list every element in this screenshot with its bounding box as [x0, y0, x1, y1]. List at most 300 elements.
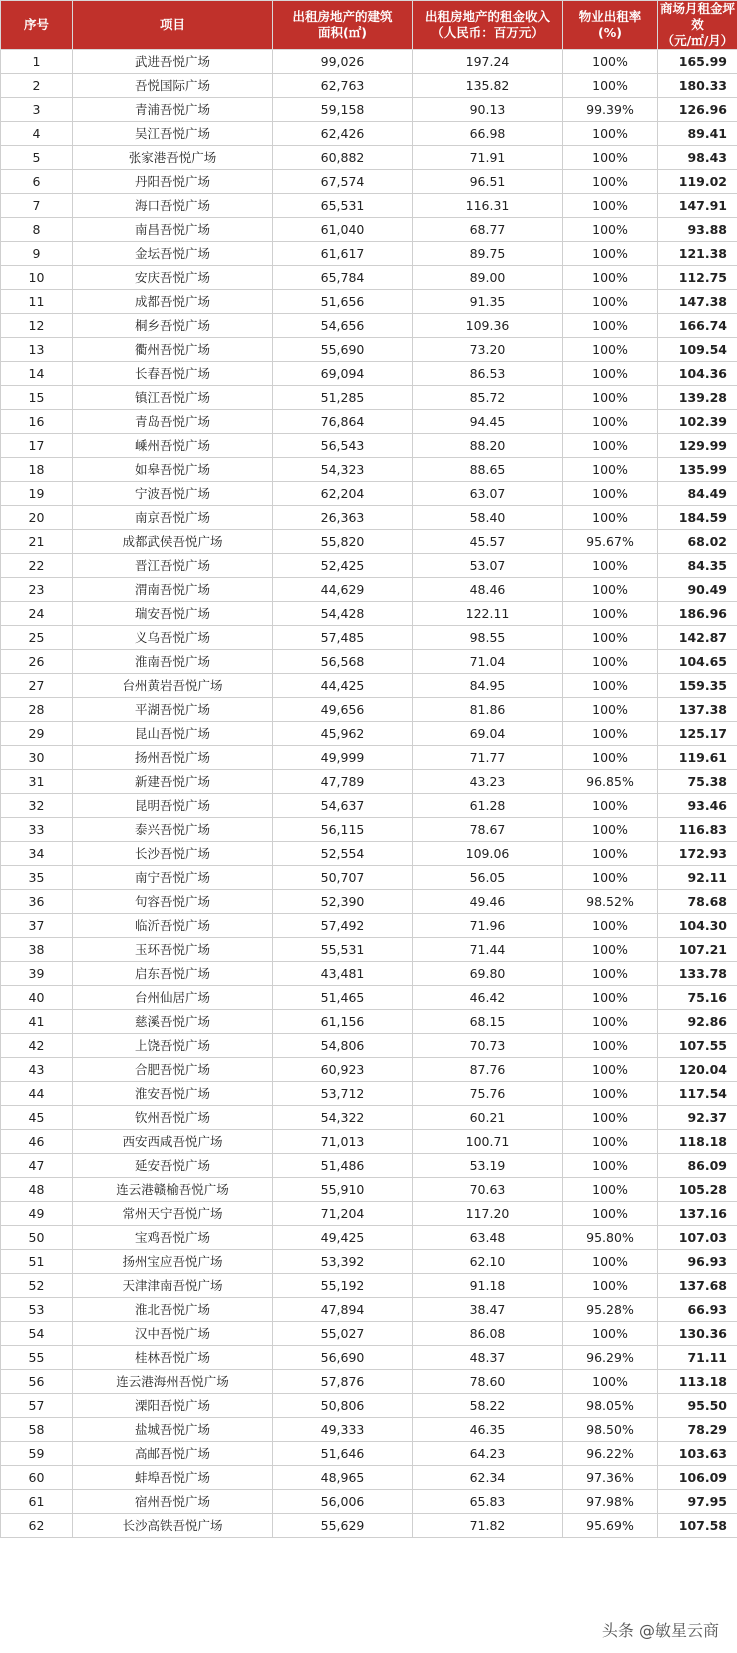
cell-income: 43.23: [413, 770, 563, 794]
cell-area: 55,690: [273, 338, 413, 362]
cell-income: 94.45: [413, 410, 563, 434]
cell-area: 49,656: [273, 698, 413, 722]
cell-rent: 84.35: [658, 554, 737, 578]
cell-income: 135.82: [413, 74, 563, 98]
cell-project: 张家港吾悦广场: [73, 146, 273, 170]
table-row: [1, 74, 737, 98]
cell-index: 30: [1, 746, 73, 770]
cell-occupancy: 100%: [563, 362, 658, 386]
cell-project: 钦州吾悦广场: [73, 1106, 273, 1130]
cell-index: 15: [1, 386, 73, 410]
cell-rent: 116.83: [658, 818, 737, 842]
cell-index: 6: [1, 170, 73, 194]
table-row: [1, 194, 737, 218]
cell-project: 宁波吾悦广场: [73, 482, 273, 506]
cell-income: 71.96: [413, 914, 563, 938]
cell-income: 48.37: [413, 1346, 563, 1370]
cell-project: 衢州吾悦广场: [73, 338, 273, 362]
cell-project: 吴江吾悦广场: [73, 122, 273, 146]
cell-income: 78.67: [413, 818, 563, 842]
cell-occupancy: 100%: [563, 1106, 658, 1130]
cell-rent: 113.18: [658, 1370, 737, 1394]
cell-project: 宝鸡吾悦广场: [73, 1226, 273, 1250]
cell-rent: 93.88: [658, 218, 737, 242]
cell-area: 99,026: [273, 50, 413, 74]
cell-area: 56,006: [273, 1490, 413, 1514]
cell-project: 成都吾悦广场: [73, 290, 273, 314]
cell-project: 连云港海州吾悦广场: [73, 1370, 273, 1394]
cell-index: 62: [1, 1514, 73, 1538]
cell-area: 54,428: [273, 602, 413, 626]
cell-occupancy: 98.05%: [563, 1394, 658, 1418]
header-occupancy-line1: 物业出租率: [578, 9, 642, 24]
cell-index: 49: [1, 1202, 73, 1226]
cell-area: 57,876: [273, 1370, 413, 1394]
cell-rent: 112.75: [658, 266, 737, 290]
table-row: [1, 242, 737, 266]
cell-occupancy: 98.50%: [563, 1418, 658, 1442]
cell-index: 11: [1, 290, 73, 314]
cell-area: 51,656: [273, 290, 413, 314]
cell-project: 盐城吾悦广场: [73, 1418, 273, 1442]
cell-rent: 125.17: [658, 722, 737, 746]
table-row: [1, 602, 737, 626]
cell-rent: 107.55: [658, 1034, 737, 1058]
cell-area: 55,027: [273, 1322, 413, 1346]
cell-income: 71.77: [413, 746, 563, 770]
cell-project: 桂林吾悦广场: [73, 1346, 273, 1370]
cell-rent: 92.37: [658, 1106, 737, 1130]
table-row: [1, 914, 737, 938]
cell-project: 如皋吾悦广场: [73, 458, 273, 482]
cell-index: 19: [1, 482, 73, 506]
table-row: [1, 1130, 737, 1154]
cell-occupancy: 100%: [563, 938, 658, 962]
cell-area: 49,333: [273, 1418, 413, 1442]
cell-rent: 121.38: [658, 242, 737, 266]
cell-area: 53,712: [273, 1082, 413, 1106]
table-row: [1, 386, 737, 410]
cell-index: 48: [1, 1178, 73, 1202]
cell-income: 98.55: [413, 626, 563, 650]
cell-index: 38: [1, 938, 73, 962]
cell-project: 延安吾悦广场: [73, 1154, 273, 1178]
cell-project: 长沙高铁吾悦广场: [73, 1514, 273, 1538]
header-area: [273, 1, 413, 50]
table-row: [1, 1178, 737, 1202]
cell-income: 71.04: [413, 650, 563, 674]
cell-occupancy: 100%: [563, 578, 658, 602]
cell-area: 57,492: [273, 914, 413, 938]
cell-project: 嵊州吾悦广场: [73, 434, 273, 458]
table-row: [1, 338, 737, 362]
cell-project: 台州黄岩吾悦广场: [73, 674, 273, 698]
cell-index: 23: [1, 578, 73, 602]
table-row: [1, 434, 737, 458]
cell-occupancy: 100%: [563, 218, 658, 242]
cell-index: 27: [1, 674, 73, 698]
cell-area: 57,485: [273, 626, 413, 650]
cell-income: 66.98: [413, 122, 563, 146]
cell-project: 扬州吾悦广场: [73, 746, 273, 770]
cell-project: 汉中吾悦广场: [73, 1322, 273, 1346]
cell-income: 81.86: [413, 698, 563, 722]
cell-rent: 172.93: [658, 842, 737, 866]
cell-area: 54,323: [273, 458, 413, 482]
cell-occupancy: 100%: [563, 1322, 658, 1346]
cell-index: 18: [1, 458, 73, 482]
header-rent: [658, 1, 737, 50]
cell-index: 22: [1, 554, 73, 578]
cell-index: 57: [1, 1394, 73, 1418]
cell-project: 泰兴吾悦广场: [73, 818, 273, 842]
cell-income: 46.42: [413, 986, 563, 1010]
cell-rent: 180.33: [658, 74, 737, 98]
cell-income: 117.20: [413, 1202, 563, 1226]
cell-area: 54,637: [273, 794, 413, 818]
cell-area: 49,425: [273, 1226, 413, 1250]
table-row: [1, 98, 737, 122]
cell-income: 89.75: [413, 242, 563, 266]
cell-occupancy: 97.36%: [563, 1466, 658, 1490]
cell-rent: 68.02: [658, 530, 737, 554]
header-income-line1: 出租房地产的租金收入: [424, 9, 550, 24]
cell-income: 96.51: [413, 170, 563, 194]
cell-rent: 165.99: [658, 50, 737, 74]
cell-occupancy: 100%: [563, 1154, 658, 1178]
cell-income: 65.83: [413, 1490, 563, 1514]
cell-project: 海口吾悦广场: [73, 194, 273, 218]
cell-project: 上饶吾悦广场: [73, 1034, 273, 1058]
cell-rent: 84.49: [658, 482, 737, 506]
table-row: [1, 266, 737, 290]
cell-project: 平湖吾悦广场: [73, 698, 273, 722]
table-row: [1, 1442, 737, 1466]
cell-rent: 104.30: [658, 914, 737, 938]
cell-income: 73.20: [413, 338, 563, 362]
cell-income: 88.20: [413, 434, 563, 458]
cell-area: 55,531: [273, 938, 413, 962]
cell-income: 86.53: [413, 362, 563, 386]
cell-index: 3: [1, 98, 73, 122]
cell-rent: 133.78: [658, 962, 737, 986]
cell-index: 40: [1, 986, 73, 1010]
cell-index: 54: [1, 1322, 73, 1346]
cell-rent: 104.65: [658, 650, 737, 674]
cell-rent: 147.38: [658, 290, 737, 314]
cell-project: 连云港赣榆吾悦广场: [73, 1178, 273, 1202]
cell-area: 56,568: [273, 650, 413, 674]
cell-index: 34: [1, 842, 73, 866]
cell-occupancy: 100%: [563, 242, 658, 266]
cell-occupancy: 100%: [563, 50, 658, 74]
cell-index: 5: [1, 146, 73, 170]
cell-rent: 147.91: [658, 194, 737, 218]
cell-occupancy: 100%: [563, 458, 658, 482]
header-area-line1: 出租房地产的建筑: [292, 9, 393, 24]
cell-rent: 142.87: [658, 626, 737, 650]
cell-area: 50,806: [273, 1394, 413, 1418]
cell-project: 长沙吾悦广场: [73, 842, 273, 866]
cell-project: 丹阳吾悦广场: [73, 170, 273, 194]
cell-project: 玉环吾悦广场: [73, 938, 273, 962]
cell-income: 84.95: [413, 674, 563, 698]
cell-income: 71.82: [413, 1514, 563, 1538]
cell-area: 62,426: [273, 122, 413, 146]
cell-area: 56,115: [273, 818, 413, 842]
table-header: [1, 1, 737, 50]
cell-income: 70.63: [413, 1178, 563, 1202]
table-row: [1, 170, 737, 194]
header-occupancy-line2: (%): [598, 25, 622, 40]
cell-income: 58.40: [413, 506, 563, 530]
cell-income: 71.44: [413, 938, 563, 962]
table-row: [1, 1034, 737, 1058]
cell-area: 48,965: [273, 1466, 413, 1490]
cell-occupancy: 100%: [563, 338, 658, 362]
cell-area: 69,094: [273, 362, 413, 386]
cell-rent: 159.35: [658, 674, 737, 698]
table-row: [1, 650, 737, 674]
cell-project: 渭南吾悦广场: [73, 578, 273, 602]
cell-occupancy: 98.52%: [563, 890, 658, 914]
cell-occupancy: 100%: [563, 866, 658, 890]
table-row: [1, 1058, 737, 1082]
table-body: [1, 50, 737, 1538]
cell-area: 62,204: [273, 482, 413, 506]
cell-income: 70.73: [413, 1034, 563, 1058]
cell-income: 86.08: [413, 1322, 563, 1346]
cell-income: 48.46: [413, 578, 563, 602]
cell-index: 9: [1, 242, 73, 266]
cell-area: 53,392: [273, 1250, 413, 1274]
cell-index: 7: [1, 194, 73, 218]
cell-area: 54,806: [273, 1034, 413, 1058]
cell-index: 4: [1, 122, 73, 146]
table-row: [1, 770, 737, 794]
cell-occupancy: 95.67%: [563, 530, 658, 554]
cell-occupancy: 100%: [563, 482, 658, 506]
cell-project: 常州天宁吾悦广场: [73, 1202, 273, 1226]
cell-area: 54,322: [273, 1106, 413, 1130]
cell-income: 88.65: [413, 458, 563, 482]
cell-index: 60: [1, 1466, 73, 1490]
table-row: [1, 866, 737, 890]
cell-occupancy: 95.28%: [563, 1298, 658, 1322]
cell-occupancy: 100%: [563, 554, 658, 578]
cell-income: 46.35: [413, 1418, 563, 1442]
watermark: [598, 1616, 723, 1643]
table-row: [1, 1250, 737, 1274]
cell-project: 成都武侯吾悦广场: [73, 530, 273, 554]
cell-index: 36: [1, 890, 73, 914]
cell-rent: 96.93: [658, 1250, 737, 1274]
cell-project: 淮北吾悦广场: [73, 1298, 273, 1322]
cell-income: 69.80: [413, 962, 563, 986]
cell-rent: 107.58: [658, 1514, 737, 1538]
cell-occupancy: 100%: [563, 410, 658, 434]
cell-rent: 126.96: [658, 98, 737, 122]
cell-index: 32: [1, 794, 73, 818]
cell-project: 新建吾悦广场: [73, 770, 273, 794]
cell-rent: 119.61: [658, 746, 737, 770]
table-row: [1, 626, 737, 650]
cell-project: 宿州吾悦广场: [73, 1490, 273, 1514]
cell-income: 71.91: [413, 146, 563, 170]
cell-index: 53: [1, 1298, 73, 1322]
cell-index: 56: [1, 1370, 73, 1394]
cell-occupancy: 100%: [563, 626, 658, 650]
cell-rent: 118.18: [658, 1130, 737, 1154]
cell-occupancy: 100%: [563, 434, 658, 458]
cell-project: 合肥吾悦广场: [73, 1058, 273, 1082]
cell-income: 68.15: [413, 1010, 563, 1034]
cell-rent: 137.16: [658, 1202, 737, 1226]
cell-area: 65,784: [273, 266, 413, 290]
header-income-line2: （人民币：百万元）: [431, 25, 544, 40]
header-occupancy: [563, 1, 658, 50]
cell-rent: 137.68: [658, 1274, 737, 1298]
cell-occupancy: 100%: [563, 722, 658, 746]
cell-area: 51,486: [273, 1154, 413, 1178]
cell-income: 90.13: [413, 98, 563, 122]
cell-index: 37: [1, 914, 73, 938]
table-row: [1, 218, 737, 242]
cell-project: 安庆吾悦广场: [73, 266, 273, 290]
cell-project: 临沂吾悦广场: [73, 914, 273, 938]
table-row: [1, 1418, 737, 1442]
cell-income: 100.71: [413, 1130, 563, 1154]
cell-occupancy: 100%: [563, 194, 658, 218]
cell-rent: 97.95: [658, 1490, 737, 1514]
cell-occupancy: 96.29%: [563, 1346, 658, 1370]
cell-project: 南京吾悦广场: [73, 506, 273, 530]
cell-index: 16: [1, 410, 73, 434]
cell-rent: 75.16: [658, 986, 737, 1010]
cell-occupancy: 100%: [563, 914, 658, 938]
table-row: [1, 698, 737, 722]
cell-area: 76,864: [273, 410, 413, 434]
cell-income: 116.31: [413, 194, 563, 218]
cell-income: 122.11: [413, 602, 563, 626]
cell-area: 55,820: [273, 530, 413, 554]
cell-area: 71,013: [273, 1130, 413, 1154]
watermark-text: 头条 @敏星云商: [601, 1621, 719, 1640]
header-row: [1, 1, 737, 50]
cell-area: 71,204: [273, 1202, 413, 1226]
cell-occupancy: 100%: [563, 122, 658, 146]
cell-index: 55: [1, 1346, 73, 1370]
cell-occupancy: 100%: [563, 962, 658, 986]
cell-income: 63.07: [413, 482, 563, 506]
table-row: [1, 746, 737, 770]
cell-area: 55,192: [273, 1274, 413, 1298]
cell-area: 54,656: [273, 314, 413, 338]
header-rent-line2: （元/㎡/月）: [661, 33, 734, 48]
table-row: [1, 890, 737, 914]
cell-index: 50: [1, 1226, 73, 1250]
cell-project: 台州仙居广场: [73, 986, 273, 1010]
cell-index: 14: [1, 362, 73, 386]
cell-rent: 103.63: [658, 1442, 737, 1466]
cell-rent: 129.99: [658, 434, 737, 458]
cell-rent: 93.46: [658, 794, 737, 818]
cell-rent: 106.09: [658, 1466, 737, 1490]
table-row: [1, 506, 737, 530]
table-row: [1, 1154, 737, 1178]
table-row: [1, 578, 737, 602]
table-row: [1, 1514, 737, 1538]
cell-occupancy: 99.39%: [563, 98, 658, 122]
table-row: [1, 410, 737, 434]
cell-occupancy: 100%: [563, 146, 658, 170]
cell-occupancy: 100%: [563, 746, 658, 770]
table-row: [1, 1106, 737, 1130]
cell-area: 62,763: [273, 74, 413, 98]
cell-project: 南昌吾悦广场: [73, 218, 273, 242]
table-row: [1, 722, 737, 746]
table-row: [1, 938, 737, 962]
cell-index: 41: [1, 1010, 73, 1034]
cell-area: 50,707: [273, 866, 413, 890]
cell-index: 1: [1, 50, 73, 74]
cell-rent: 92.11: [658, 866, 737, 890]
cell-rent: 90.49: [658, 578, 737, 602]
cell-rent: 98.43: [658, 146, 737, 170]
cell-occupancy: 96.22%: [563, 1442, 658, 1466]
cell-index: 10: [1, 266, 73, 290]
cell-area: 47,894: [273, 1298, 413, 1322]
cell-rent: 166.74: [658, 314, 737, 338]
cell-project: 西安西咸吾悦广场: [73, 1130, 273, 1154]
cell-occupancy: 100%: [563, 650, 658, 674]
cell-rent: 66.93: [658, 1298, 737, 1322]
cell-occupancy: 100%: [563, 1202, 658, 1226]
cell-index: 45: [1, 1106, 73, 1130]
cell-rent: 137.38: [658, 698, 737, 722]
cell-area: 67,574: [273, 170, 413, 194]
cell-index: 59: [1, 1442, 73, 1466]
cell-occupancy: 100%: [563, 1370, 658, 1394]
cell-occupancy: 100%: [563, 1010, 658, 1034]
table-row: [1, 1226, 737, 1250]
cell-occupancy: 100%: [563, 314, 658, 338]
cell-area: 61,617: [273, 242, 413, 266]
cell-occupancy: 100%: [563, 1058, 658, 1082]
cell-project: 淮安吾悦广场: [73, 1082, 273, 1106]
cell-rent: 92.86: [658, 1010, 737, 1034]
cell-income: 53.19: [413, 1154, 563, 1178]
cell-rent: 135.99: [658, 458, 737, 482]
cell-income: 61.28: [413, 794, 563, 818]
cell-rent: 86.09: [658, 1154, 737, 1178]
cell-index: 52: [1, 1274, 73, 1298]
cell-occupancy: 100%: [563, 386, 658, 410]
cell-occupancy: 100%: [563, 1130, 658, 1154]
cell-index: 8: [1, 218, 73, 242]
cell-occupancy: 95.80%: [563, 1226, 658, 1250]
cell-area: 61,040: [273, 218, 413, 242]
cell-income: 75.76: [413, 1082, 563, 1106]
table-row: [1, 794, 737, 818]
cell-index: 29: [1, 722, 73, 746]
cell-area: 26,363: [273, 506, 413, 530]
cell-project: 瑞安吾悦广场: [73, 602, 273, 626]
header-rent-line1: 商场月租金坪效: [660, 1, 736, 32]
cell-index: 33: [1, 818, 73, 842]
cell-area: 51,646: [273, 1442, 413, 1466]
cell-income: 64.23: [413, 1442, 563, 1466]
